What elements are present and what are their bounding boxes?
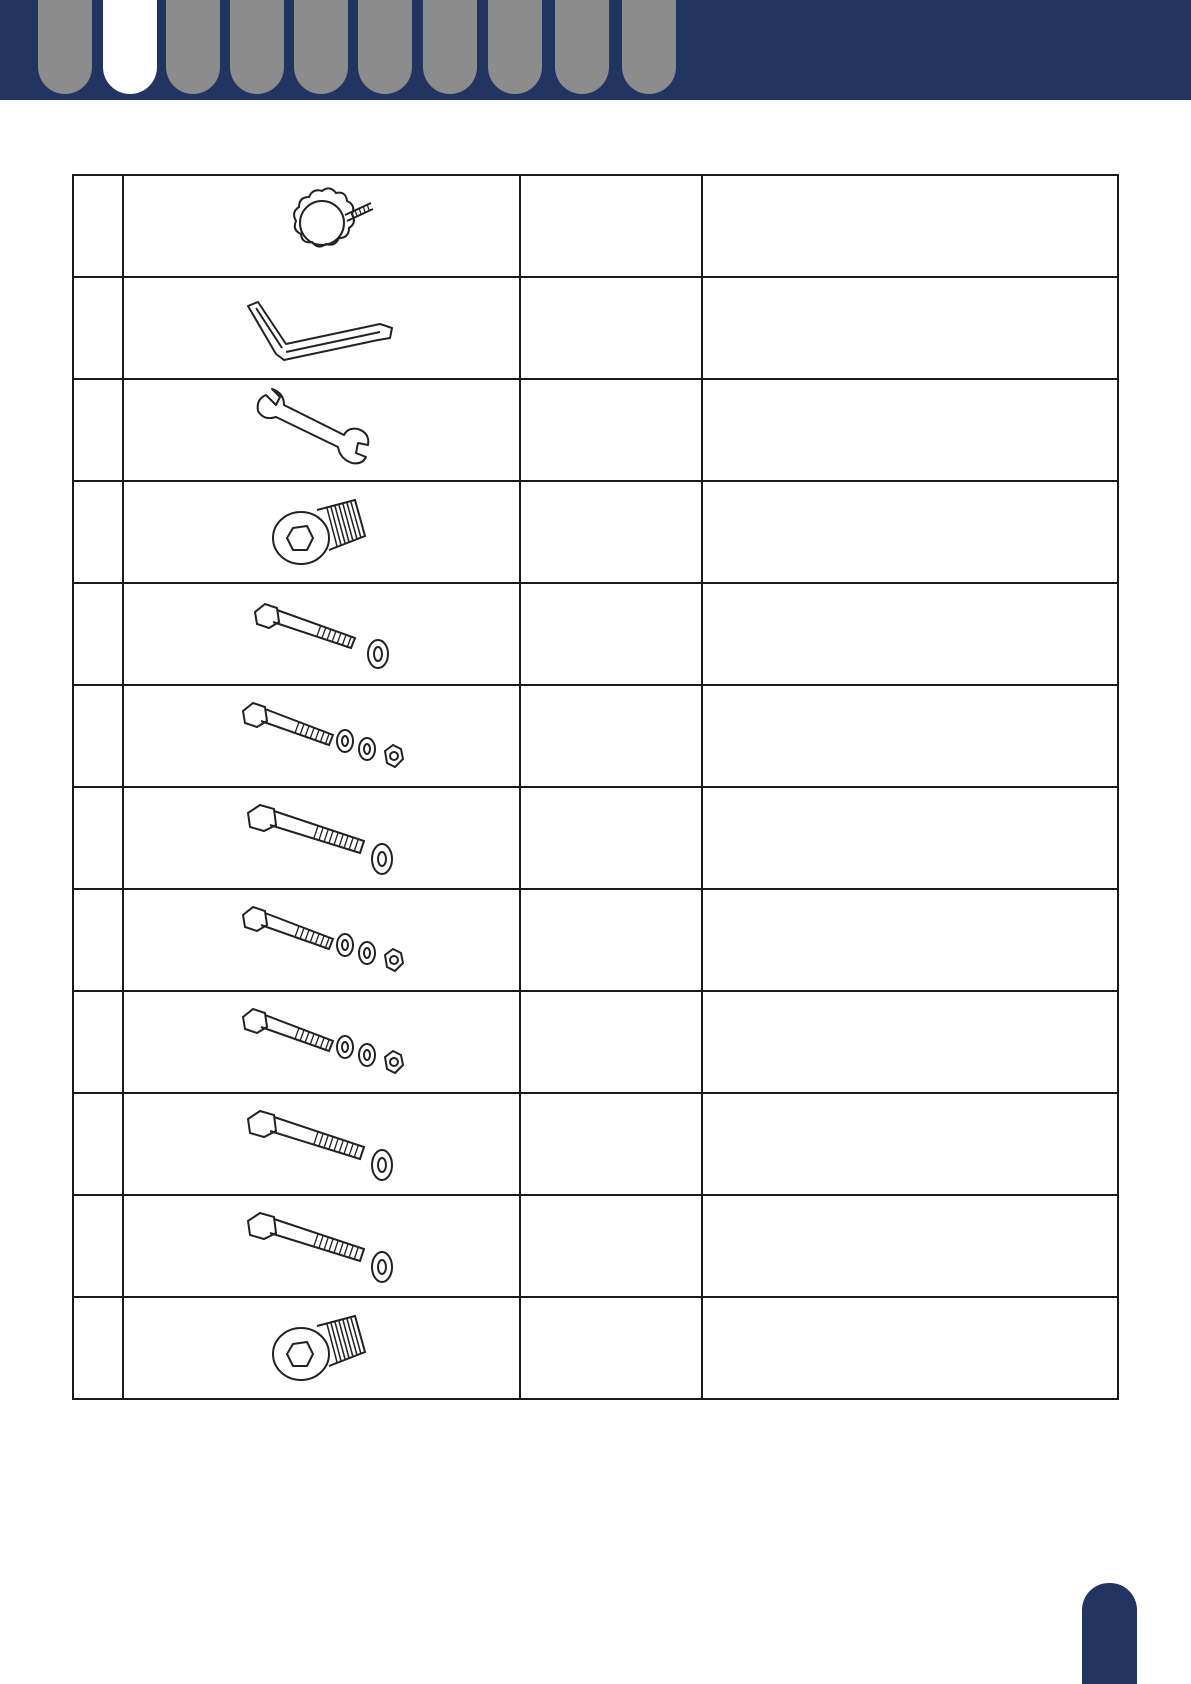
part-number-cell [73,685,123,787]
part-number-cell [73,991,123,1093]
part-description-cell [702,379,1118,481]
part-number-cell [73,583,123,685]
part-image-cell [123,1093,520,1195]
part-image-cell [123,277,520,379]
part-quantity-cell [520,277,702,379]
part-number-cell [73,175,123,277]
part-quantity-cell [520,685,702,787]
section-tab[interactable] [294,0,348,94]
part-number-cell [73,1093,123,1195]
part-image-cell [123,685,520,787]
part-quantity-cell [520,1297,702,1399]
table-row [73,1195,1118,1297]
part-quantity-cell [520,583,702,685]
part-quantity-cell [520,379,702,481]
table-row [73,481,1118,583]
part-image-cell [123,991,520,1093]
part-image-cell [123,481,520,583]
part-image-cell [123,787,520,889]
table-row [73,277,1118,379]
star-knob-icon [124,183,519,269]
long-bolt-washer-icon [124,795,519,881]
part-image-cell [123,175,520,277]
table-row [73,991,1118,1093]
bolt-washers-nut-icon [124,899,519,981]
hex-socket-screw-icon [124,1308,519,1388]
part-description-cell [702,277,1118,379]
page-number-tab [1082,1583,1137,1684]
bolt-washers-nut-icon [124,1001,519,1083]
allen-key-icon [124,288,519,368]
section-tab[interactable] [423,0,477,94]
part-image-cell [123,583,520,685]
table-row [73,787,1118,889]
part-quantity-cell [520,889,702,991]
part-quantity-cell [520,1195,702,1297]
part-number-cell [73,787,123,889]
table-row [73,889,1118,991]
part-description-cell [702,1093,1118,1195]
part-image-cell [123,1297,520,1399]
part-description-cell [702,1195,1118,1297]
table-row [73,1297,1118,1399]
table-row [73,379,1118,481]
section-tab[interactable] [488,0,542,94]
part-description-cell [702,685,1118,787]
long-bolt-washer-icon [124,1101,519,1187]
bolt-washer-icon [124,594,519,674]
part-quantity-cell [520,1093,702,1195]
part-description-cell [702,889,1118,991]
part-quantity-cell [520,991,702,1093]
part-description-cell [702,1297,1118,1399]
part-description-cell [702,991,1118,1093]
part-number-cell [73,1195,123,1297]
table-row [73,1093,1118,1195]
section-tab[interactable] [230,0,284,94]
part-number-cell [73,481,123,583]
section-tab[interactable] [103,0,157,94]
section-tab[interactable] [38,0,92,94]
part-number-cell [73,379,123,481]
part-number-cell [73,277,123,379]
parts-table [72,174,1119,1400]
part-number-cell [73,1297,123,1399]
part-image-cell [123,889,520,991]
part-image-cell [123,379,520,481]
section-tab[interactable] [555,0,609,94]
hex-socket-screw-icon [124,492,519,572]
bolt-washers-nut-icon [124,695,519,777]
part-description-cell [702,481,1118,583]
table-row [73,175,1118,277]
section-tab[interactable] [622,0,676,94]
open-wrench-icon [124,385,519,475]
section-tab[interactable] [166,0,220,94]
part-quantity-cell [520,481,702,583]
table-row [73,583,1118,685]
part-description-cell [702,787,1118,889]
table-row [73,685,1118,787]
part-description-cell [702,583,1118,685]
part-quantity-cell [520,787,702,889]
part-number-cell [73,889,123,991]
part-quantity-cell [520,175,702,277]
part-image-cell [123,1195,520,1297]
part-description-cell [702,175,1118,277]
long-bolt-washer-icon [124,1203,519,1289]
section-tab[interactable] [358,0,412,94]
